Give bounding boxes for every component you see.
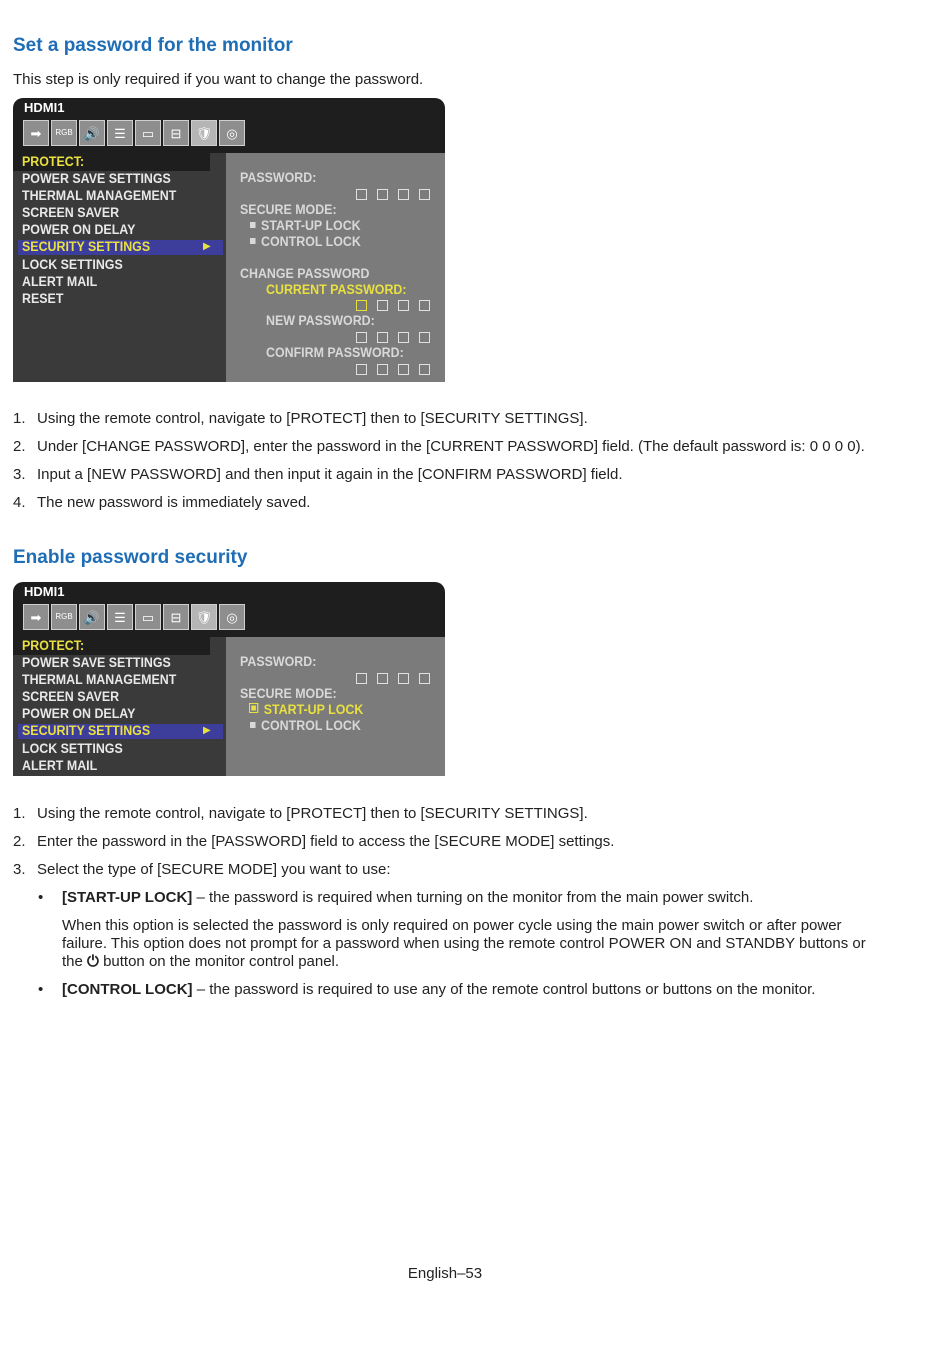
- current-password-label: CURRENT PASSWORD:: [266, 282, 407, 297]
- menu-item-screen-saver: SCREEN SAVER: [22, 205, 120, 220]
- osd-settings-panel: [226, 153, 445, 382]
- control-lock-option: CONTROL LOCK: [250, 718, 361, 733]
- osd-icon-bar: [23, 604, 245, 630]
- startup-lock-option: START-UP LOCK: [250, 218, 361, 233]
- secure-mode-label: SECURE MODE:: [240, 202, 337, 217]
- confirm-password-boxes: [356, 364, 430, 375]
- list-item: 3. Select the type of [SECURE MODE] you want to use:: [13, 861, 391, 878]
- picture-icon: RGB: [51, 120, 77, 146]
- change-password-label: CHANGE PASSWORD: [240, 266, 370, 281]
- intro-text: This step is only required if you want to change the password.: [13, 71, 424, 88]
- startup-lock-note: When this option is selected the password is only required on power cycle using the main power switch or after power failure. This option does not prompt for a password when using the remote control POWER ON and STANDBY buttons or the ⏻ button on the monitor control panel.: [62, 917, 866, 970]
- startup-lock-option-selected: START-UP LOCK: [249, 702, 363, 717]
- menu-header-protect: PROTECT:: [22, 154, 85, 169]
- list-item: • [CONTROL LOCK] – the password is required to use any of the remote control buttons or buttons on the monitor.: [38, 981, 816, 998]
- network-icon: ⊟: [163, 120, 189, 146]
- control-lock-option: CONTROL LOCK: [250, 234, 361, 249]
- menu-item-alert-mail: ALERT MAIL: [22, 274, 98, 289]
- submenu-arrow-icon: ▶: [203, 241, 211, 252]
- schedule-icon: ☰: [107, 604, 133, 630]
- menu-item-screen-saver: SCREEN SAVER: [22, 689, 120, 704]
- password-label: PASSWORD:: [240, 170, 317, 185]
- menu-item-reset: RESET: [22, 291, 64, 306]
- menu-item-power-save: POWER SAVE SETTINGS: [22, 655, 171, 670]
- menu-item-alert-mail: ALERT MAIL: [22, 758, 98, 773]
- osd-screenshot-secure-mode: [13, 582, 445, 776]
- list-item: • [START-UP LOCK] – the password is required when turning on the monitor from the main power switch.: [38, 889, 754, 906]
- system-icon: ◎: [219, 604, 245, 630]
- password-boxes: [356, 673, 430, 684]
- list-item: 4. The new password is immediately saved.: [13, 494, 311, 511]
- menu-item-power-on-delay: POWER ON DELAY: [22, 706, 136, 721]
- list-item: 2. Enter the password in the [PASSWORD] field to access the [SECURE MODE] settings.: [13, 833, 615, 850]
- menu-item-thermal: THERMAL MANAGEMENT: [22, 188, 177, 203]
- menu-item-thermal: THERMAL MANAGEMENT: [22, 672, 177, 687]
- list-item: 1. Using the remote control, navigate to [PROTECT] then to [SECURITY SETTINGS].: [13, 805, 588, 822]
- section-title-enable-security: Enable password security: [13, 547, 248, 568]
- network-icon: ⊟: [163, 604, 189, 630]
- audio-icon: 🔊: [79, 120, 105, 146]
- menu-item-power-on-delay: POWER ON DELAY: [22, 222, 136, 237]
- menu-item-security-settings: SECURITY SETTINGS: [22, 723, 151, 738]
- steps-set-password: [13, 405, 865, 517]
- steps-enable-security: [13, 800, 614, 884]
- list-item: 3. Input a [NEW PASSWORD] and then input it again in the [CONFIRM PASSWORD] field.: [13, 466, 623, 483]
- menu-item-security-settings: SECURITY SETTINGS: [22, 239, 151, 254]
- current-password-boxes: [356, 300, 430, 311]
- password-boxes: [356, 189, 430, 200]
- osd-input-label: HDMI1: [24, 100, 65, 115]
- multi-input-icon: ▭: [135, 604, 161, 630]
- list-item: 1. Using the remote control, navigate to [PROTECT] then to [SECURITY SETTINGS].: [13, 410, 588, 427]
- menu-item-power-save: POWER SAVE SETTINGS: [22, 171, 171, 186]
- confirm-password-label: CONFIRM PASSWORD:: [266, 345, 404, 360]
- menu-item-lock-settings: LOCK SETTINGS: [22, 257, 123, 272]
- osd-settings-panel: [226, 637, 445, 776]
- input-icon: ➡: [23, 120, 49, 146]
- multi-input-icon: ▭: [135, 120, 161, 146]
- audio-icon: 🔊: [79, 604, 105, 630]
- input-icon: ➡: [23, 604, 49, 630]
- submenu-arrow-icon: ▶: [203, 725, 211, 736]
- osd-menu: [13, 637, 226, 776]
- password-label: PASSWORD:: [240, 654, 317, 669]
- bullet-icon: •: [38, 889, 44, 906]
- menu-item-lock-settings: LOCK SETTINGS: [22, 741, 123, 756]
- new-password-label: NEW PASSWORD:: [266, 313, 375, 328]
- system-icon: ◎: [219, 120, 245, 146]
- picture-icon: RGB: [51, 604, 77, 630]
- osd-menu: [13, 153, 226, 382]
- osd-icon-bar: [23, 120, 245, 146]
- page-footer: English–53: [407, 1265, 483, 1282]
- osd-screenshot-change-password: [13, 98, 445, 382]
- bullet-icon: •: [38, 981, 44, 998]
- schedule-icon: ☰: [107, 120, 133, 146]
- secure-mode-options: [38, 889, 878, 999]
- new-password-boxes: [356, 332, 430, 343]
- power-icon: ⏻: [87, 953, 99, 970]
- section-title-set-password: Set a password for the monitor: [13, 35, 293, 56]
- protect-icon: 🛡: [191, 120, 217, 146]
- secure-mode-label: SECURE MODE:: [240, 686, 337, 701]
- protect-icon: 🛡: [191, 604, 217, 630]
- menu-header-protect: PROTECT:: [22, 638, 85, 653]
- osd-input-label: HDMI1: [24, 584, 65, 599]
- list-item: 2. Under [CHANGE PASSWORD], enter the password in the [CURRENT PASSWORD] field. (The default password is: 0 0 0 0).: [13, 438, 865, 455]
